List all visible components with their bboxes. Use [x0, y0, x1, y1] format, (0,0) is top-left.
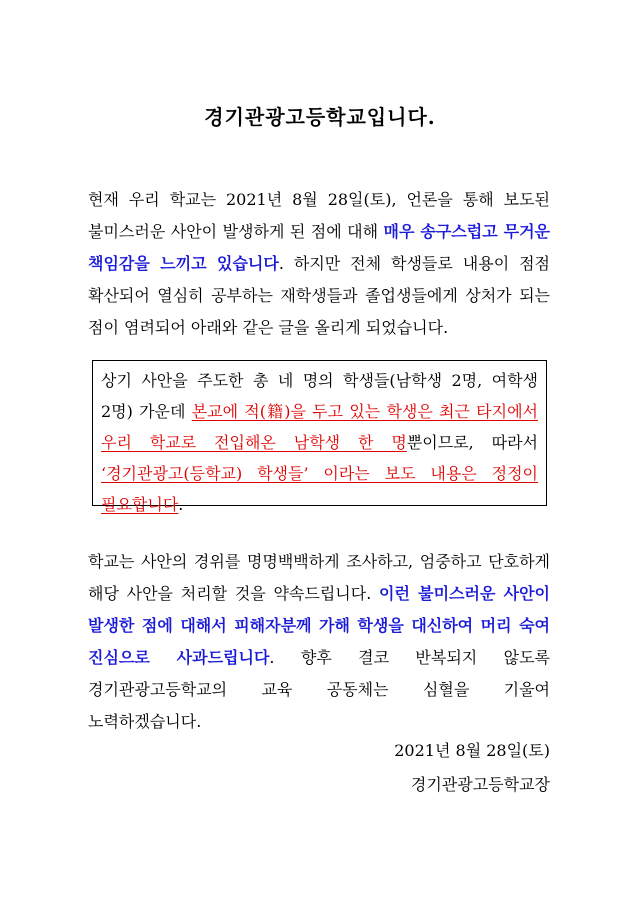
- closing-text-segment: 이런 불미스러운 사안이 발생한 점에 대해서 피해자분께 가해 학생을 대신하여 머리 숙여 진심으로 사과드립니다: [88, 584, 550, 667]
- signoff-date: 2021년 8월 28일(토): [394, 741, 550, 760]
- notice-text-segment: ‘경기관광고(등학교) 학생들’ 이라는 보도 내용은 정정이 필요합니다: [101, 464, 538, 514]
- notice-text-segment: .: [178, 495, 184, 514]
- closing-text-segment: . 향후 결코 반복되지 않도록 경기관광고등학교의 교육 공동체는 심혈을 기울여 노력하겠습니다.: [88, 648, 550, 731]
- notice-text-segment: 본교에 적(籍)을 두고 있는 학생은 최근 타지에서 우리 학교로 전입해온 남학생 한 명: [101, 402, 538, 452]
- intro-paragraph: [88, 184, 550, 344]
- closing-text-segment: 학교는 사안의 경위를 명명백백하게 조사하고, 엄중하고 단호하게 해당 사안을 처리할 것을 약속드립니다.: [88, 552, 550, 603]
- correction-notice-box: [92, 360, 547, 514]
- intro-text-segment: 현재 우리 학교는 2021년 8월 28일(토), 언론을 통해 보도된 불미스러운 사안이 발생하게 된 점에 대해: [88, 190, 550, 241]
- notice-text-segment: 상기 사안을 주도한 총 네 명의 학생들(남학생 2명, 여학생 2명) 가운데: [101, 371, 538, 421]
- intro-text-segment: . 하지만 전체 학생들로 내용이 점점 확산되어 열심히 공부하는 재학생들과 졸업생들에게 상처가 되는 점이 염려되어 아래와 같은 글을 올리게 되었습니다.: [88, 254, 550, 337]
- notice-text-segment: 뿐이므로, 따라서: [406, 433, 538, 452]
- closing-paragraph: [88, 546, 550, 738]
- page-title: 경기관광고등학교입니다.: [204, 105, 436, 129]
- signoff-signer: 경기관광고등학교장: [410, 775, 550, 794]
- intro-text-segment: 매우 송구스럽고 무거운 책임감을 느끼고 있습니다: [88, 222, 550, 273]
- signoff-block: [394, 734, 550, 802]
